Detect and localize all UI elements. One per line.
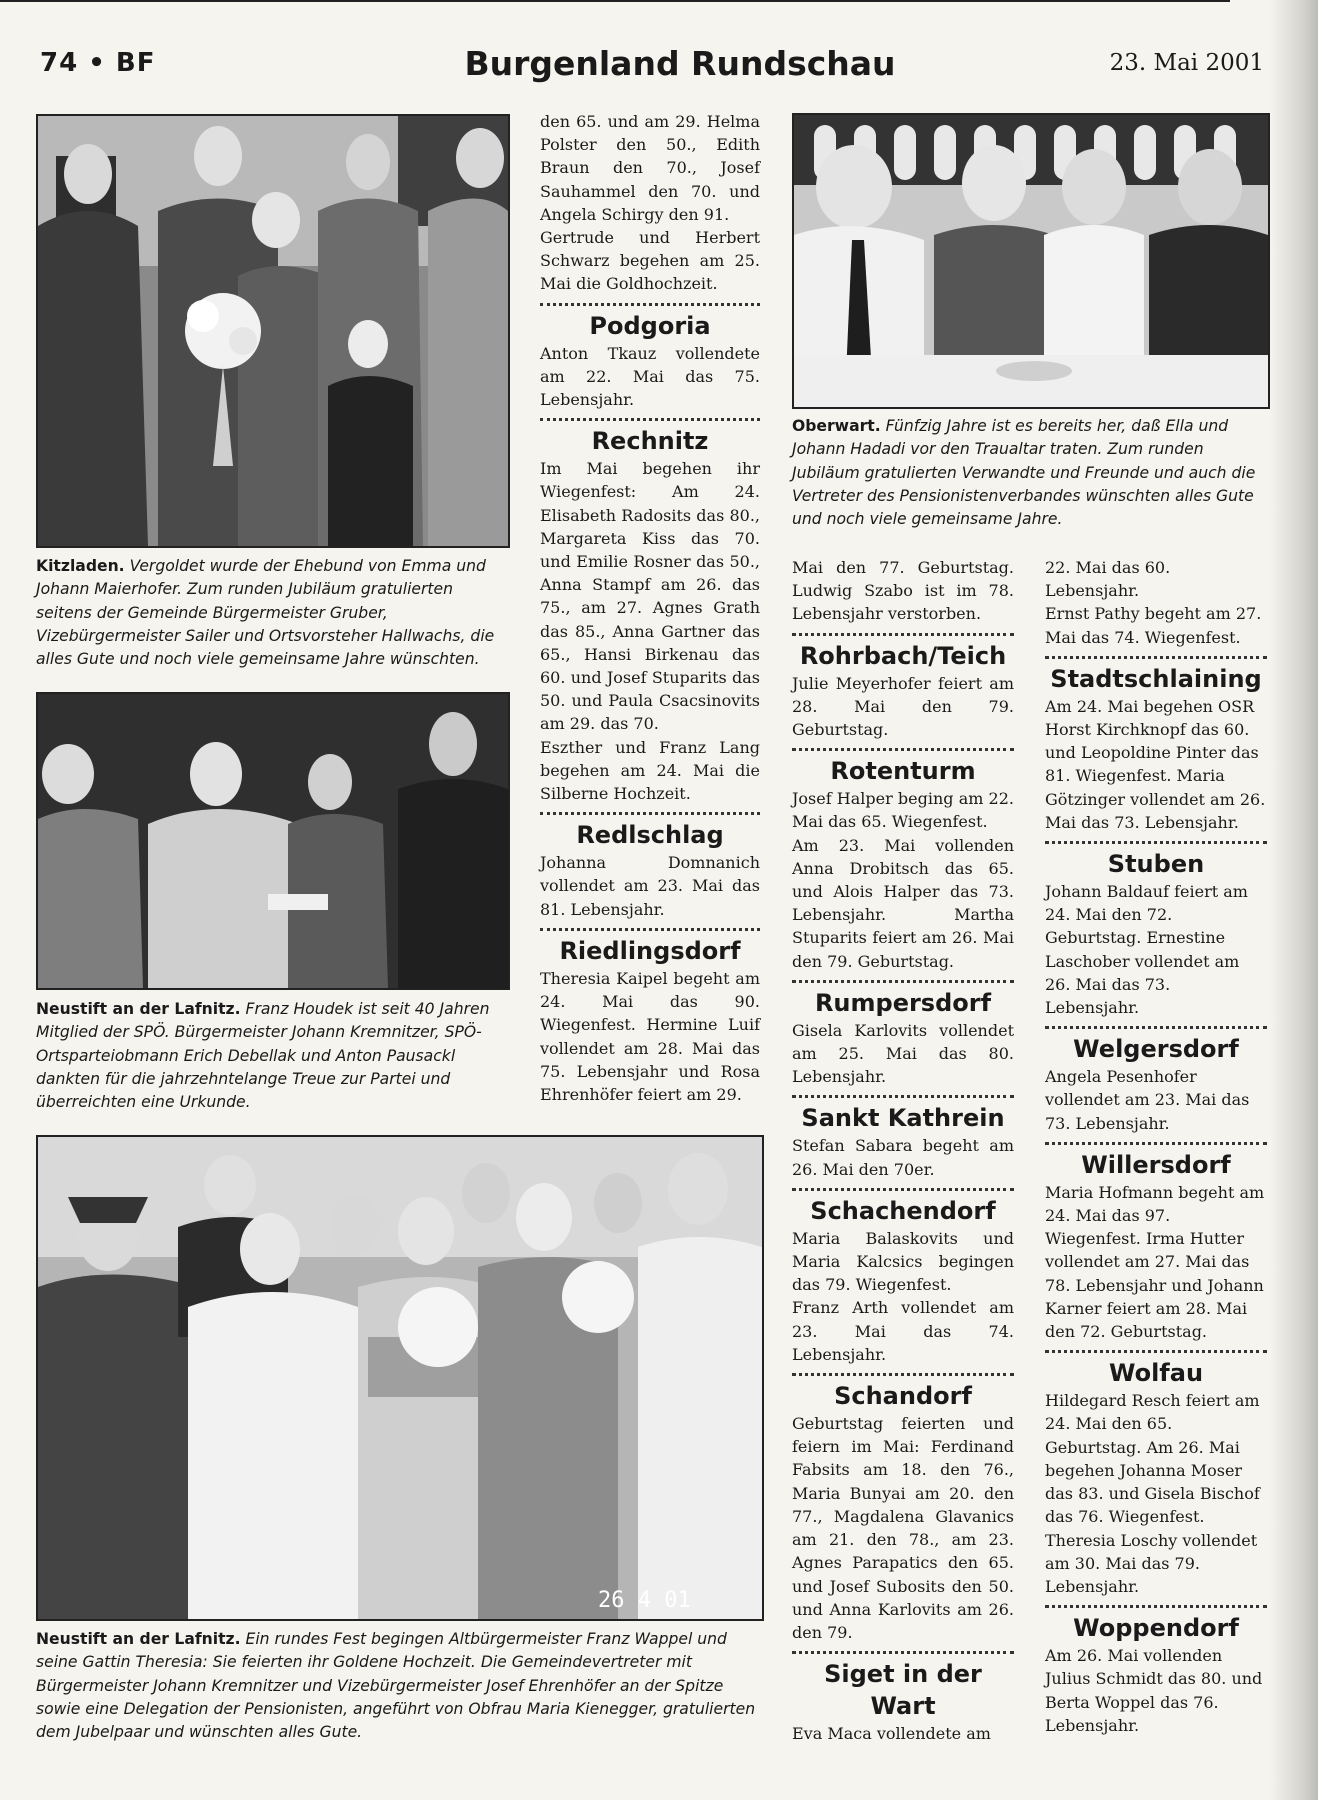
paragraph: Am 26. Mai vollenden Julius Schmidt das 80. und Berta Woppel das 76. Lebensjahr.	[1045, 1646, 1263, 1735]
heading-willersdorf: Willersdorf	[1081, 1150, 1231, 1179]
heading-redlschlag: Redlschlag	[576, 821, 724, 850]
paragraph: Hildegard Resch feiert am 24. Mai den 65. Geburtstag. Am 26. Mai begehen Johanna Moser das 83. und Gisela Bischof das 76. Wiegenfest. Theresia Loschy vollendet am 30. Mai das 79. Lebensjahr.	[1045, 1391, 1260, 1596]
paragraph: Johanna Domnanich vollendet am 23. Mai das 81. Lebensjahr.	[540, 853, 760, 919]
paragraph: Am 23. Mai vollenden Anna Drobitsch das 65. und Alois Halper das 73. Lebensjahr. Martha Stuparits feiert am 26. Mai den 79. Geburtstag.	[792, 835, 1014, 971]
column-2	[540, 110, 760, 1106]
paragraph: Geburtstag feierten und feiern im Mai: Ferdinand Fabsits am 18. den 76., Maria Bunyai am 20. den 77., Magdalena Glavanics am 21. den 78., am 23. Agnes Parapatics den 65. und Josef Subosits den 50. und Anna Karlovits am 26. den 79.	[792, 1414, 1014, 1642]
dotted-divider	[540, 418, 760, 421]
paragraph: Eva Maca vollendete am	[792, 1724, 991, 1744]
caption-oberwart	[792, 415, 1268, 531]
paragraph: Franz Arth vollendet am 23. Mai das 74. Lebensjahr.	[792, 1298, 1014, 1364]
paragraph: Mai den 77. Geburtstag. Ludwig Szabo ist im 78. Lebensjahr verstorben.	[792, 558, 1014, 624]
photo-neustift-houdek	[36, 692, 510, 990]
dotted-divider	[540, 928, 760, 931]
dotted-divider	[1045, 656, 1267, 659]
issue-date: 23. Mai 2001	[1109, 50, 1264, 76]
paragraph: Am 24. Mai begehen OSR Horst Kirchknopf das 60. und Leopoldine Pinter das 81. Wiegenfest. Maria Götzinger vollendet am 26. Mai das 73. Lebensjahr.	[1045, 696, 1266, 832]
paragraph: 22. Mai das 60. Lebensjahr.	[1045, 558, 1171, 601]
newspaper-title: Burgenland Rundschau	[464, 44, 896, 83]
heading-woppendorf: Woppendorf	[1073, 1614, 1239, 1643]
paragraph: Gertrude und Herbert Schwarz begehen am 25. Mai die Goldhochzeit.	[540, 228, 760, 294]
dotted-divider	[1045, 1605, 1267, 1608]
dotted-divider	[792, 1373, 1014, 1376]
column-3	[792, 556, 1014, 1745]
dotted-divider	[1045, 1026, 1267, 1029]
heading-rohrbach-teich: Rohrbach/Teich	[799, 641, 1007, 670]
paragraph: Maria Hofmann begeht am 24. Mai das 97. Wiegenfest. Irma Hutter vollendet am 27. Mai das 78. Lebensjahr und Johann Karner feiert am 28. Mai den 72. Geburtstag.	[1045, 1182, 1265, 1342]
dotted-divider	[792, 1095, 1014, 1098]
photo-date-stamp: 26 4 01	[598, 1588, 691, 1613]
paragraph: Josef Halper beging am 22. Mai das 65. Wiegenfest.	[792, 789, 1014, 832]
dotted-divider	[1045, 841, 1267, 844]
caption-text: Vergoldet wurde der Ehebund von Emma und Johann Maierhofer. Zum runden Jubiläum gratulierten seitens der Gemeinde Bürgermeister Gruber, Vizebürgermeister Sailer und Ortsvorsteher Hallwachs, die alles Gute und noch viele gemeinsame Jahre wünschten.	[36, 557, 495, 669]
heading-schachendorf: Schachendorf	[810, 1196, 996, 1225]
photo-neustift-wappel	[36, 1135, 764, 1621]
heading-stadtschlaining: Stadtschlaining	[1050, 664, 1262, 693]
column-4	[1045, 556, 1267, 1737]
paragraph: Angela Pesenhofer vollendet am 23. Mai das 73. Lebensjahr.	[1045, 1067, 1250, 1133]
paragraph: Im Mai begehen ihr Wiegenfest: Am 24. Elisabeth Radosits das 80., Margareta Kiss das 70. und Emilie Rosner das 50., Anna Stampf am 26. das 75., am 27. Agnes Grath das 85., Anna Gartner das 65., Hansi Birkenau das 60. und Josef Stuparits das 50. und Paula Csacsinovits am 29. das 70.	[540, 459, 760, 734]
caption-text: Ein rundes Fest begingen Altbürgermeister Franz Wappel und seine Gattin Theresia: Sie feierten ihr Goldene Hochzeit. Die Gemeindevertreter mit Bürgermeister Johann Kremnitzer und Vizebürgermeister Josef Ehrenhöfer an der Spitze sowie eine Delegation der Pensionisten, angeführt von Obfrau Maria Kienegger, gratulierten dem Jubelpaar und wünschten alles Gute.	[36, 1630, 756, 1742]
heading-rechnitz: Rechnitz	[591, 427, 709, 456]
heading-riedlingsdorf: Riedlingsdorf	[559, 936, 741, 965]
paragraph: Anton Tkauz vollendete am 22. Mai das 75. Lebensjahr.	[540, 343, 760, 410]
photo-kitzladen	[36, 114, 510, 548]
dotted-divider	[1045, 1142, 1267, 1145]
caption-text: Franz Houdek ist seit 40 Jahren Mitglied der SPÖ. Bürgermeister Johann Kremnitzer, SPÖ-Ortsparteiobmann Erich Debellak und Anton Pausackl dankten für die jahrzehntelange Treue zur Partei und überreichten eine Urkunde.	[36, 1000, 490, 1112]
caption-text: Fünfzig Jahre ist es bereits her, daß Ella und Johann Hadadi vor den Traualtar traten. Zum runden Jubiläum gratulierten Verwandte und Freunde und auch die Vertreter des Pensionistenverbandes wünschten alles Gute und noch viele gemeinsame Jahre.	[792, 417, 1256, 529]
paragraph: Ernst Pathy begeht am 27. Mai das 74. Wiegenfest.	[1045, 604, 1262, 647]
page-number-label: 74 • BF	[40, 48, 156, 78]
paragraph: Johann Baldauf feiert am 24. Mai den 72. Geburtstag. Ernestine Laschober vollendet am 26. Mai das 73. Lebensjahr.	[1045, 882, 1248, 1018]
paragraph: Gisela Karlovits vollendet am 25. Mai das 80. Lebensjahr.	[792, 1020, 1014, 1087]
paragraph: Maria Balaskovits und Maria Kalcsics begingen das 79. Wiegenfest.	[792, 1228, 1014, 1295]
dotted-divider	[792, 1651, 1014, 1654]
heading-rotenturm: Rotenturm	[830, 757, 976, 786]
caption-place: Oberwart.	[792, 417, 881, 435]
dotted-divider	[540, 303, 760, 306]
heading-wolfau: Wolfau	[1108, 1359, 1204, 1388]
paragraph: Stefan Sabara begeht am 26. Mai den 70er.	[792, 1136, 1014, 1179]
heading-schandorf: Schandorf	[834, 1382, 972, 1411]
page-edge-shadow	[1270, 0, 1318, 1800]
caption-neustift-houdek	[36, 998, 508, 1114]
dotted-divider	[792, 633, 1014, 636]
caption-kitzladen	[36, 555, 508, 671]
caption-neustift-wappel	[36, 1628, 764, 1744]
heading-rumpersdorf: Rumpersdorf	[814, 988, 992, 1017]
paragraph: Julie Meyerhofer feiert am 28. Mai den 79. Geburtstag.	[792, 673, 1014, 740]
paragraph: Eszther und Franz Lang begehen am 24. Mai die Silberne Hochzeit.	[540, 737, 760, 804]
heading-sankt-kathrein: Sankt Kathrein	[801, 1104, 1005, 1133]
heading-podgoria: Podgoria	[589, 311, 711, 340]
photo-oberwart	[792, 113, 1270, 409]
dotted-divider	[792, 980, 1014, 983]
paragraph: Theresia Kaipel begeht am 24. Mai das 90. Wiegenfest. Hermine Luif vollendet am 28. Mai das 75. Lebensjahr und Rosa Ehrenhöfer feiert am 29.	[540, 968, 760, 1104]
heading-welgersdorf: Welgersdorf	[1073, 1035, 1239, 1064]
dotted-divider	[540, 812, 760, 815]
heading-siget-in-der-wart: Siget in der Wart	[824, 1660, 982, 1721]
dotted-divider	[792, 1188, 1014, 1191]
dotted-divider	[1045, 1350, 1267, 1353]
caption-place: Neustift an der Lafnitz.	[36, 1630, 241, 1648]
dotted-divider	[792, 748, 1014, 751]
caption-place: Kitzladen.	[36, 557, 125, 575]
paragraph: den 65. und am 29. Helma Polster den 50., Edith Braun den 70., Josef Sauhammel den 70. und Angela Schirgy den 91.	[540, 112, 760, 224]
heading-stuben: Stuben	[1107, 850, 1205, 879]
header-rule	[0, 0, 1230, 2]
caption-place: Neustift an der Lafnitz.	[36, 1000, 241, 1018]
